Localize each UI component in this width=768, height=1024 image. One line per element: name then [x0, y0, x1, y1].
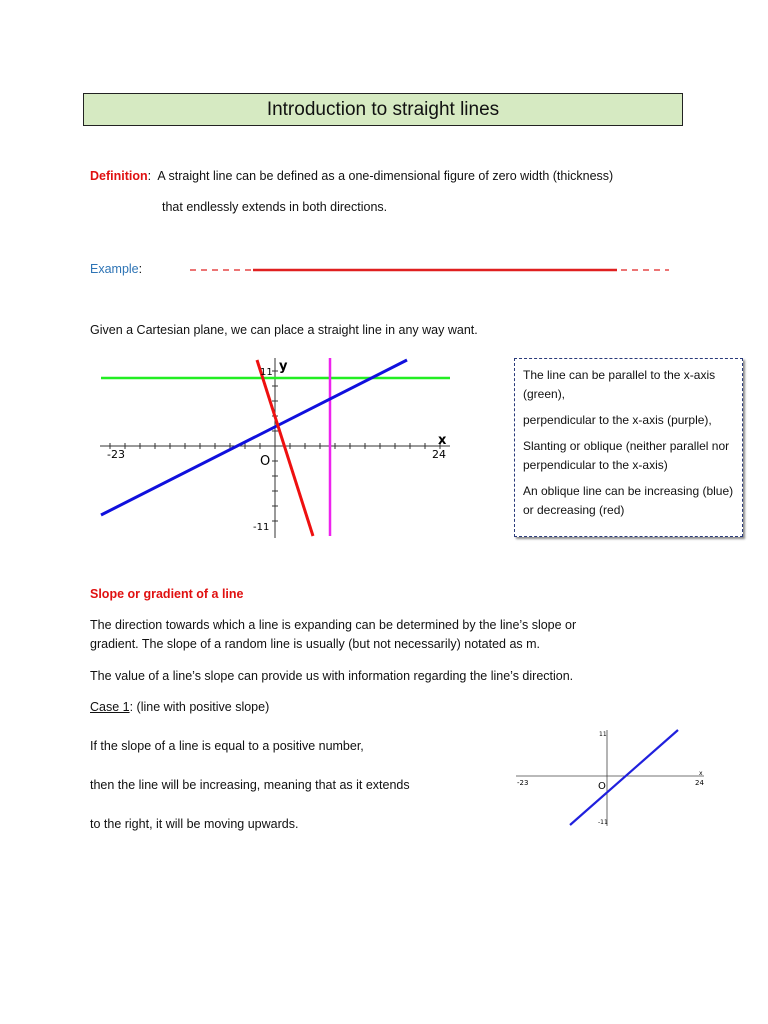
x-min-label: -23 [107, 448, 125, 461]
graph-lines-on-plane [95, 356, 460, 541]
definition-label: Definition [90, 169, 148, 183]
x-max-label-small: 24 [695, 779, 704, 787]
case-1-heading [90, 700, 269, 714]
slope-paragraph-1-line-1: The direction towards which a line is expanding can be determined by the line’s slope or [90, 618, 577, 632]
origin-label-small: O [598, 781, 606, 792]
positive-slope-line [570, 730, 678, 825]
case-1-text-2: then the line will be increasing, meaning that as it extends [90, 778, 410, 792]
graph-positive-slope [512, 728, 708, 828]
origin-label: O [260, 454, 271, 469]
definition-colon: : [147, 169, 152, 183]
case-1-text-1: If the slope of a line is equal to a positive number, [90, 739, 364, 753]
x-axis-label-small: x [699, 770, 703, 777]
definition-line-1 [90, 169, 613, 183]
definition-text-2: that endlessly extends in both directions. [162, 200, 388, 214]
callout-text-2: perpendicular to the x-axis (purple), [523, 413, 712, 427]
y-min-label: -11 [253, 522, 270, 533]
x-axis-label: x [438, 433, 447, 448]
definition-text-1: A straight line can be defined as a one-dimensional figure of zero width (thickness) [157, 169, 614, 183]
y-min-label-small: -11 [598, 819, 608, 826]
slope-paragraph-2: The value of a line’s slope can provide us with information regarding the line’s direction. [90, 669, 574, 683]
x-min-label-small: -23 [517, 779, 529, 787]
graph-explanation-callout [514, 358, 743, 537]
callout-text-1: The line can be parallel to the x-axis (green), [523, 368, 716, 401]
y-axis-label: y [279, 359, 288, 374]
x-max-label: 24 [432, 448, 446, 461]
case-1-text-3: to the right, it will be moving upwards. [90, 817, 299, 831]
callout-text-3: Slanting or oblique (neither parallel nor perpendicular to the x-axis) [523, 439, 730, 472]
example-line [90, 262, 142, 276]
page-title: Introduction to straight lines [83, 93, 683, 126]
slope-heading: Slope or gradient of a line [90, 587, 244, 601]
case-1-label: Case 1 [90, 700, 130, 714]
example-line-drawing [185, 262, 675, 278]
callout-text-4: An oblique line can be increasing (blue) or decreasing (red) [523, 484, 734, 517]
example-label: Example [90, 262, 139, 276]
increasing-blue-line [101, 360, 407, 515]
y-max-label-small: 11 [599, 731, 607, 738]
intro-sentence: Given a Cartesian plane, we can place a straight line in any way want. [90, 323, 478, 337]
example-colon: : [138, 262, 143, 276]
y-max-label: 11 [260, 367, 273, 378]
case-1-description: : (line with positive slope) [129, 700, 270, 714]
slope-paragraph-1-line-2: gradient. The slope of a random line is usually (but not necessarily) notated as m. [90, 637, 541, 651]
